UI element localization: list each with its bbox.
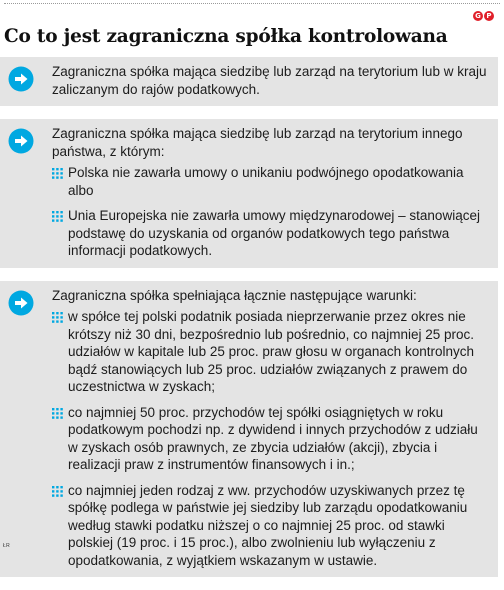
sub-item	[52, 404, 488, 474]
dot-grid-icon	[52, 486, 63, 497]
sub-item	[52, 164, 488, 199]
top-divider	[4, 3, 500, 4]
definition-text: Zagraniczna spółka mająca siedzibę lub zarząd na terytorium innego państwa, z którym:	[52, 126, 463, 159]
sub-item-text: w spółce tej polski podatnik posiada nieprzerwanie przez okres nie krótszy niż 30 dni, bezpośrednio lub pośrednio, co najmniej 25 proc. udziałów w kapitale lub 25 proc. praw głosu w organach kontrolnych bądź stanowiących lub 25 proc. udziałów związanych z prawem do uczestnictwa w zyskach;	[68, 309, 474, 394]
brand-logo-circle: P	[484, 11, 494, 21]
sub-item-text: co najmniej 50 proc. przychodów tej spółki osiągniętych w roku podatkowym pochodzi np. z dywidend i innych przychodów z udziału w zyskach osób prawnych, ze zbycia udziałów (akcji), zbycia i realizacji praw z instrumentów finansowych i in.;	[68, 404, 478, 472]
arrow-right-circle-icon	[8, 66, 34, 92]
sub-item-text: co najmniej jeden rodzaj z ww. przychodów uzyskiwanych przez tę spółkę podlega w państwie jej siedziby lub zarządu opodatkowaniu według stawki podatku niższej o co najmniej 25 proc. od stawki polskiej (19 proc. i 15 proc.), albo zwolnieniu lub wyłączeniu z opodatkowania, z wyjątkiem wskazanym w ustawie.	[68, 482, 468, 568]
dot-grid-icon	[52, 408, 63, 419]
dot-grid-icon	[52, 168, 63, 179]
definition-item-1	[0, 57, 498, 106]
definition-item-2	[0, 119, 498, 268]
brand-logo-circle: G	[473, 11, 483, 21]
arrow-right-circle-icon	[8, 290, 34, 316]
dot-grid-icon	[52, 312, 63, 323]
dot-grid-icon	[52, 211, 63, 222]
sub-item	[52, 482, 488, 570]
sub-item	[52, 308, 488, 396]
sub-item	[52, 207, 488, 260]
definition-text: Zagraniczna spółka mająca siedzibę lub zarząd na terytorium lub w kraju zaliczanym do rajów podatkowych.	[52, 64, 487, 97]
brand-logo	[473, 11, 494, 21]
page-title: Co to jest zagraniczna spółka kontrolowana	[4, 26, 448, 47]
sub-item-text: Unia Europejska nie zawarła umowy międzynarodowej – stanowiącej podstawę do uzyskania od organów podatkowych tego państwa informacji podatkowych.	[68, 208, 480, 258]
sub-item-text: Polska nie zawarła umowy o unikaniu podwójnego opodatkowania albo	[68, 165, 464, 198]
definition-text: Zagraniczna spółka spełniająca łącznie następujące warunki:	[52, 287, 417, 303]
arrow-right-circle-icon	[8, 128, 34, 154]
definition-item-3	[0, 281, 498, 578]
author-credit: ŁR	[3, 543, 10, 549]
definition-list	[0, 57, 498, 590]
